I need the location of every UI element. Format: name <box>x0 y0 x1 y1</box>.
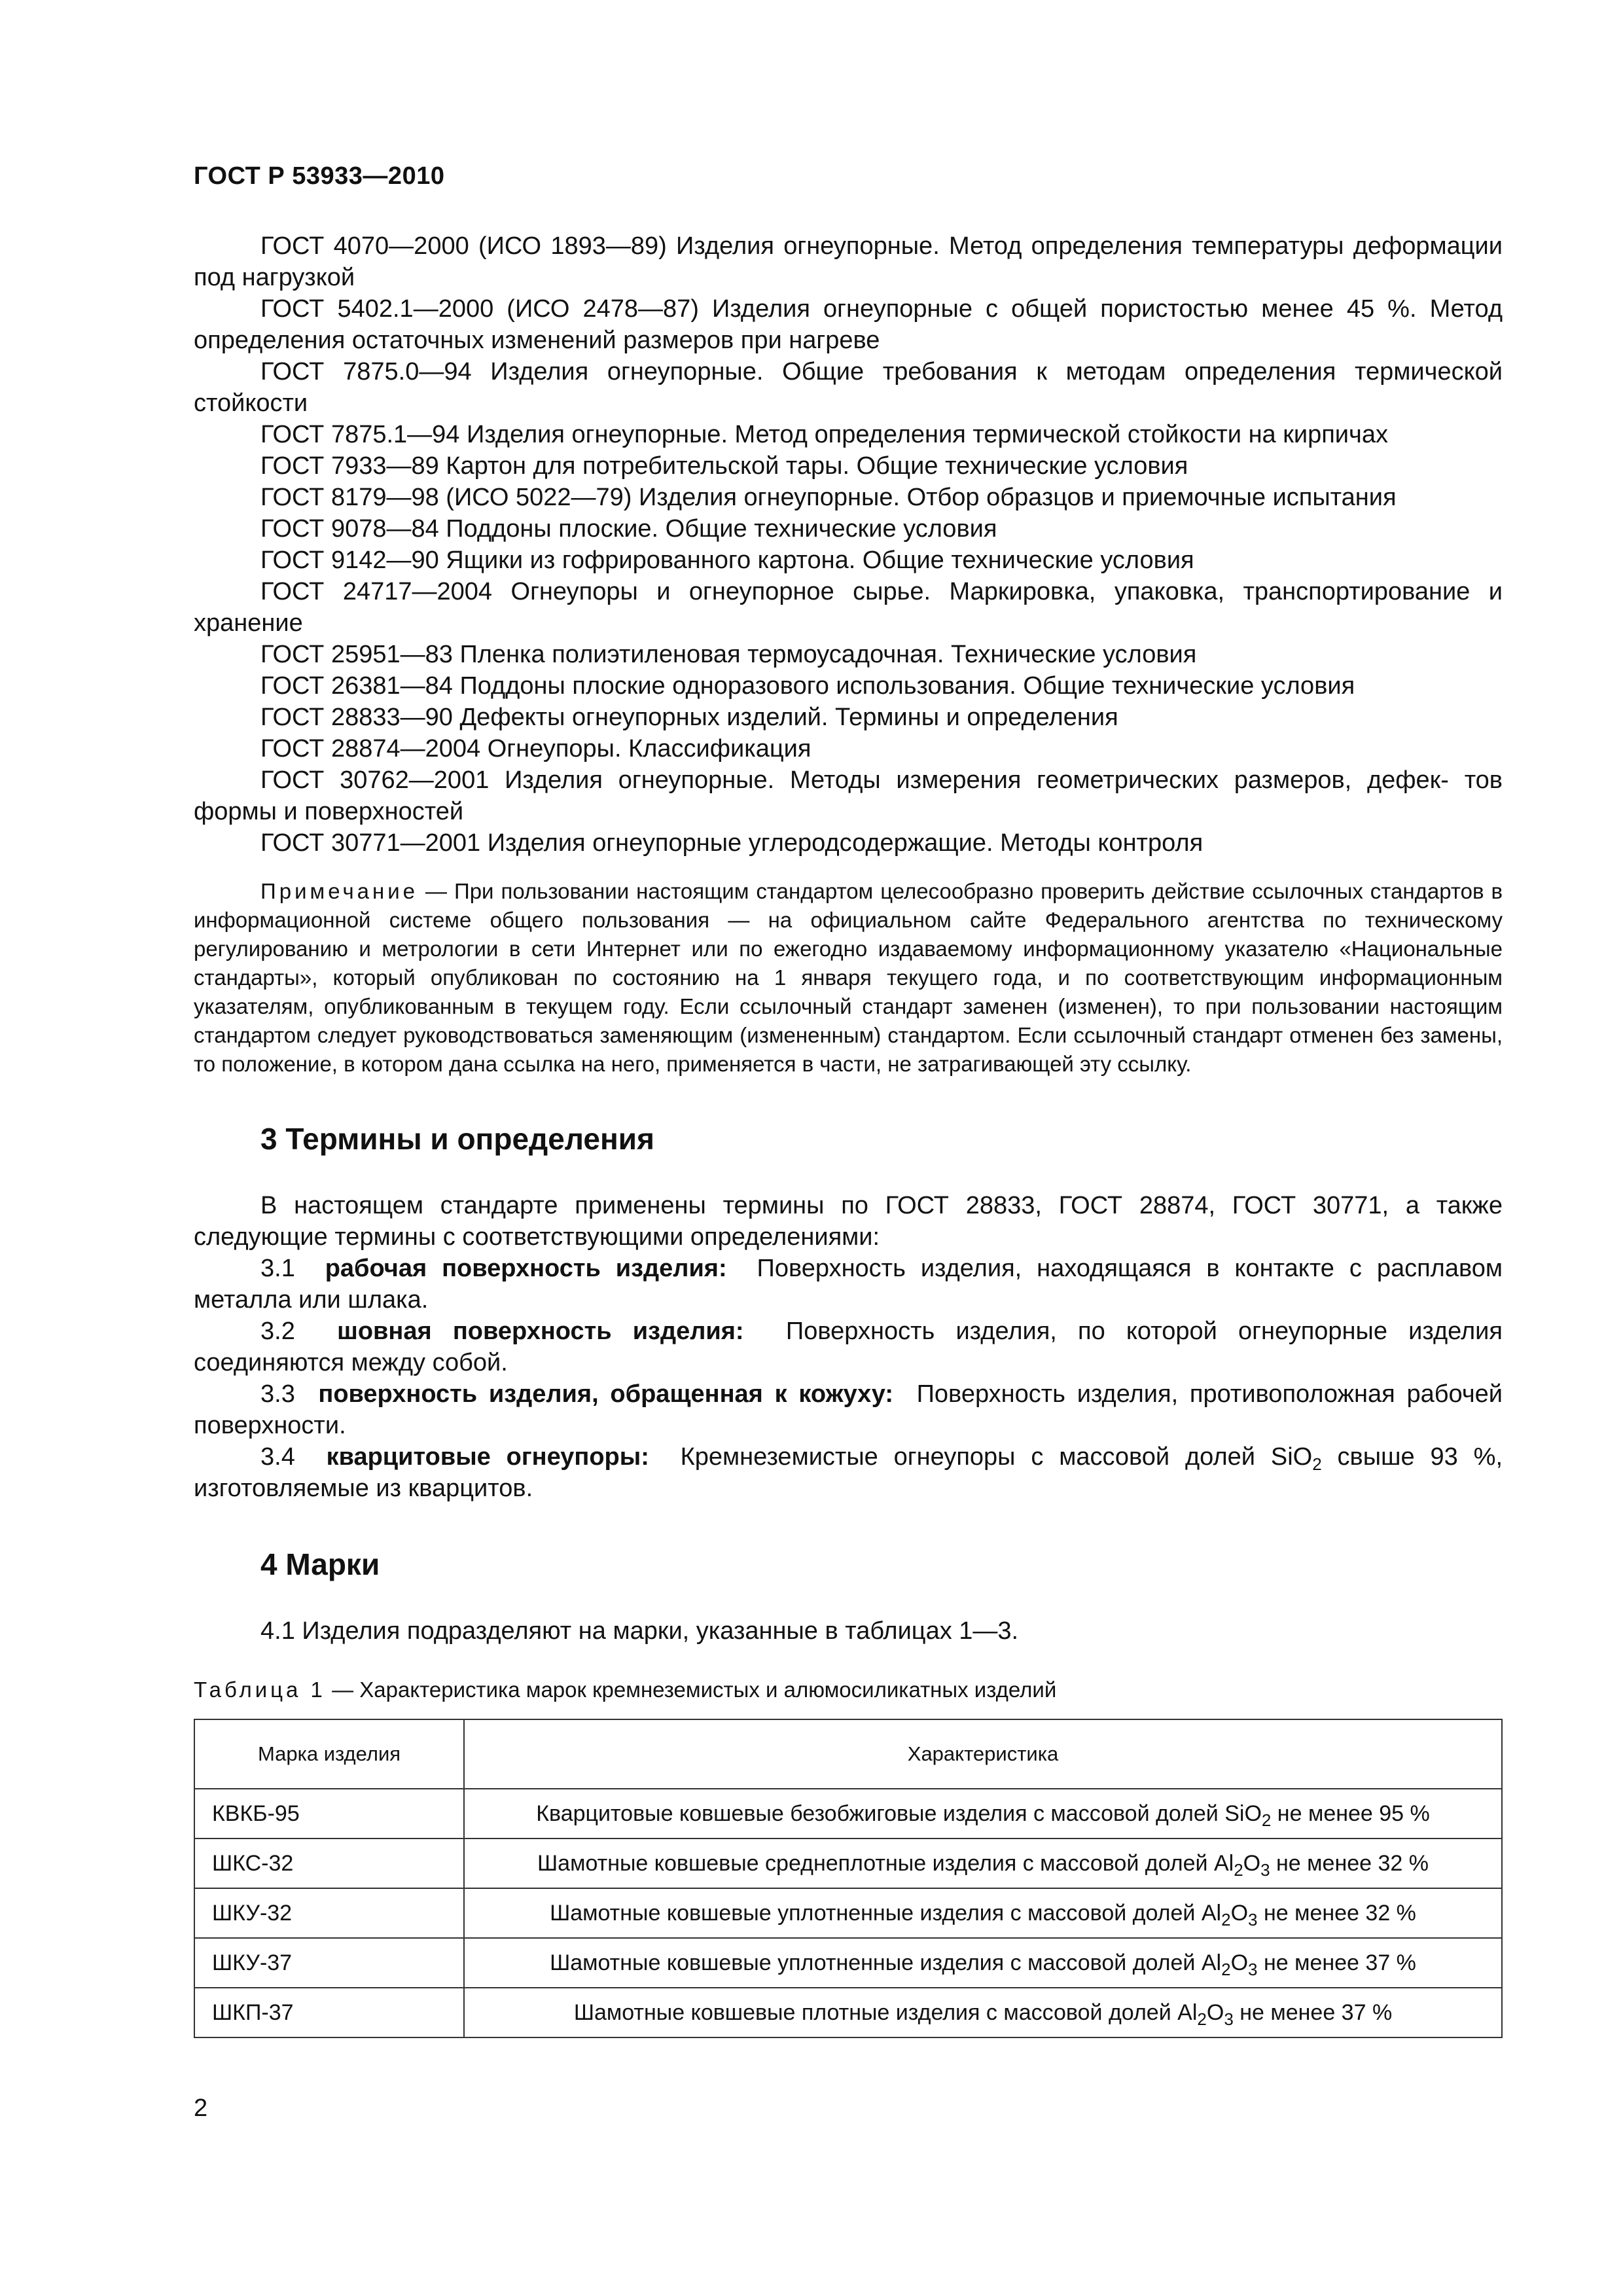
term-name: поверхность изделия, обращенная к кожуху: <box>318 1380 894 1408</box>
description-text: не менее 37 % <box>1233 2000 1393 2025</box>
term-definition: Поверхность изделия, находящаяся в контакте с расплавом металла или шлака. <box>194 1255 1503 1314</box>
note-paragraph <box>194 877 1503 1079</box>
term-name: кварцитовые огнеупоры: <box>326 1443 649 1471</box>
table-row <box>194 1888 1502 1938</box>
reference-item <box>194 764 1503 827</box>
cell-mark: ШКУ-37 <box>194 1938 464 1988</box>
reference-item <box>194 670 1503 702</box>
column-header-description: Характеристика <box>464 1719 1502 1789</box>
term-name: рабочая поверхность изделия: <box>325 1255 727 1282</box>
subscript: 2 <box>1197 2009 1207 2029</box>
subscript: 2 <box>1234 1860 1243 1880</box>
term-3-1 <box>194 1253 1503 1316</box>
cell-description <box>464 1988 1502 2037</box>
reference-text: ГОСТ 5402.1—2000 (ИСО 2478—87) Изделия огнеупорные с общей пористостью менее 45 %. <box>260 295 1417 323</box>
reference-text-continued: стойкости <box>194 389 308 417</box>
reference-text: ГОСТ 28833—90 Дефекты огнеупорных изделий. Термины и определения <box>260 704 1118 731</box>
term-3-3 <box>194 1378 1503 1441</box>
reference-text-continued: деформации под нагрузкой <box>194 232 1503 291</box>
reference-item <box>194 702 1503 733</box>
term-definition: Поверхность изделия, по которой огнеупорные изделия соединяются между собой. <box>194 1318 1503 1376</box>
reference-text: ГОСТ 7875.0—94 Изделия огнеупорные. Общие требования к методам определения термической <box>260 358 1503 386</box>
page-content <box>194 230 1503 2038</box>
reference-item <box>194 576 1503 639</box>
description-text: O <box>1206 2000 1224 2025</box>
note-label: Примечание <box>260 879 419 903</box>
reference-item <box>194 419 1503 450</box>
description-text: не менее 32 % <box>1257 1901 1416 1926</box>
subscript: 3 <box>1248 1960 1258 1979</box>
reference-item <box>194 482 1503 513</box>
subscript: 3 <box>1224 2009 1234 2029</box>
description-text: не менее 37 % <box>1257 1950 1416 1975</box>
reference-text: ГОСТ 8179—98 (ИСО 5022—79) Изделия огнеупорные. Отбор образцов и приемочные испытания <box>260 484 1397 511</box>
description-text: Шамотные ковшевые уплотненные изделия с массовой долей Al <box>550 1901 1222 1926</box>
table-row <box>194 1839 1502 1888</box>
term-3-2 <box>194 1316 1503 1378</box>
description-text: Шамотные ковшевые плотные изделия с массовой долей Al <box>573 2000 1198 2025</box>
section-3-title: 3 Термины и определения <box>260 1122 654 1156</box>
reference-item <box>194 733 1503 764</box>
column-header-mark: Марка изделия <box>194 1719 464 1789</box>
section-4-paragraph: 4.1 Изделия подразделяют на марки, указанные в таблицах 1—3. <box>260 1617 1019 1645</box>
description-text: не менее 95 % <box>1271 1801 1430 1826</box>
note-text: — При пользовании настоящим стандартом целесообразно проверить действие ссылочных стандартов в информационной системе общего пользования — на официальном сайте Федерального агентства по техническому регулированию и метрологии в сети Интернет или по ежегодно издаваемому информационному указателю «Национальные стандарты», который опубликован по состоянию на 1 января текущего года, и по соответствующим информационным указателям, опубликованным в текущем году. Если ссылочный стандарт заменен (изменен), то при пользовании настоящим стандартом следует руководствоваться заменяющим (измененным) стандартом. Если ссылочный стандарт отменен без замены, то положение, в котором дана ссылка на него, применяется в части, не затрагивающей эту ссылку. <box>194 879 1503 1076</box>
subscript: 3 <box>1260 1860 1270 1880</box>
normative-references-list <box>194 230 1503 859</box>
term-3-4 <box>194 1441 1503 1504</box>
reference-text: ГОСТ 28874—2004 Огнеупоры. Классификация <box>260 735 812 762</box>
term-definition: Поверхность изделия, противоположная рабочей поверхности. <box>194 1380 1503 1439</box>
description-text: O <box>1243 1851 1261 1876</box>
reference-text: ГОСТ 25951—83 Пленка полиэтиленовая термоусадочная. Технические условия <box>260 641 1197 668</box>
table-row <box>194 1789 1502 1839</box>
section-3-intro: В настоящем стандарте применены термины по ГОСТ 28833, ГОСТ 28874, ГОСТ 30771, а также следующие термины с соответствующими определениями: <box>194 1192 1503 1251</box>
term-number: 3.2 <box>260 1318 295 1345</box>
reference-item <box>194 230 1503 293</box>
table-row <box>194 1988 1502 2037</box>
document-header: ГОСТ Р 53933—2010 <box>194 162 445 190</box>
term-definition-end: свыше 93 %, изготовляемые из кварцитов. <box>194 1443 1503 1502</box>
reference-item <box>194 450 1503 482</box>
reference-item <box>194 293 1503 356</box>
reference-item <box>194 639 1503 670</box>
term-name: шовная поверхность изделия: <box>337 1318 744 1345</box>
table-1-body <box>194 1789 1502 2037</box>
cell-description <box>464 1888 1502 1938</box>
section-4-title: 4 Марки <box>260 1547 380 1581</box>
subscript: 3 <box>1248 1910 1258 1929</box>
reference-text: ГОСТ 30771—2001 Изделия огнеупорные углеродсодержащие. Методы контроля <box>260 829 1204 857</box>
cell-mark: КВКБ-95 <box>194 1789 464 1839</box>
reference-item <box>194 545 1503 576</box>
reference-text: ГОСТ 26381—84 Поддоны плоские одноразового использования. Общие технические условия <box>260 672 1355 700</box>
cell-mark: ШКУ-32 <box>194 1888 464 1938</box>
reference-text: ГОСТ 9078—84 Поддоны плоские. Общие технические условия <box>260 515 997 543</box>
description-text: Кварцитовые ковшевые безобжиговые изделия с массовой долей SiO <box>536 1801 1262 1826</box>
table-1-title: — Характеристика марок кремнеземистых и алюмосиликатных изделий <box>332 1677 1057 1702</box>
reference-text: ГОСТ 4070—2000 (ИСО 1893—89) Изделия огнеупорные. Метод определения температуры <box>260 232 1344 260</box>
reference-item <box>194 513 1503 545</box>
reference-text: ГОСТ 24717—2004 Огнеупоры и огнеупорное сырье. Маркировка, упаковка, транспортирование и <box>260 578 1503 605</box>
cell-description <box>464 1839 1502 1888</box>
cell-description <box>464 1938 1502 1988</box>
cell-mark: ШКС-32 <box>194 1839 464 1888</box>
table-header-row <box>194 1719 1502 1789</box>
description-text: Шамотные ковшевые уплотненные изделия с массовой долей Al <box>550 1950 1222 1975</box>
reference-text: ГОСТ 30762—2001 Изделия огнеупорные. Методы измерения геометрических размеров, дефек- <box>260 766 1449 794</box>
description-text: O <box>1230 1901 1249 1926</box>
reference-text: ГОСТ 9142—90 Ящики из гофрированного картона. Общие технические условия <box>260 547 1194 574</box>
reference-text-continued: Метод определения остаточных изменений размеров при нагреве <box>194 295 1503 354</box>
reference-text: ГОСТ 7933—89 Картон для потребительской тары. Общие технические условия <box>260 452 1188 480</box>
term-definition: Кремнеземистые огнеупоры с массовой долей SiO <box>680 1443 1313 1471</box>
table-1-label: Таблица 1 <box>194 1677 326 1702</box>
reference-text: ГОСТ 7875.1—94 Изделия огнеупорные. Метод определения термической стойкости на кирпичах <box>260 421 1388 448</box>
cell-description <box>464 1789 1502 1839</box>
term-number: 3.1 <box>260 1255 295 1282</box>
reference-item <box>194 827 1503 859</box>
subscript: 2 <box>1221 1960 1231 1979</box>
description-text: Шамотные ковшевые среднеплотные изделия с массовой долей Al <box>537 1851 1234 1876</box>
reference-text-continued: тов формы и поверхностей <box>194 766 1503 825</box>
reference-item <box>194 356 1503 419</box>
subscript: 2 <box>1312 1454 1322 1474</box>
term-number: 3.4 <box>260 1443 295 1471</box>
description-text: O <box>1230 1950 1249 1975</box>
term-number: 3.3 <box>260 1380 295 1408</box>
cell-mark: ШКП-37 <box>194 1988 464 2037</box>
description-text: не менее 32 % <box>1270 1851 1429 1876</box>
subscript: 2 <box>1261 1810 1272 1830</box>
table-row <box>194 1938 1502 1988</box>
table-1-caption <box>194 1676 1503 1704</box>
table-1 <box>194 1719 1503 2038</box>
subscript: 2 <box>1221 1910 1231 1929</box>
reference-text-continued: хранение <box>194 609 303 637</box>
page-number: 2 <box>194 2094 208 2122</box>
